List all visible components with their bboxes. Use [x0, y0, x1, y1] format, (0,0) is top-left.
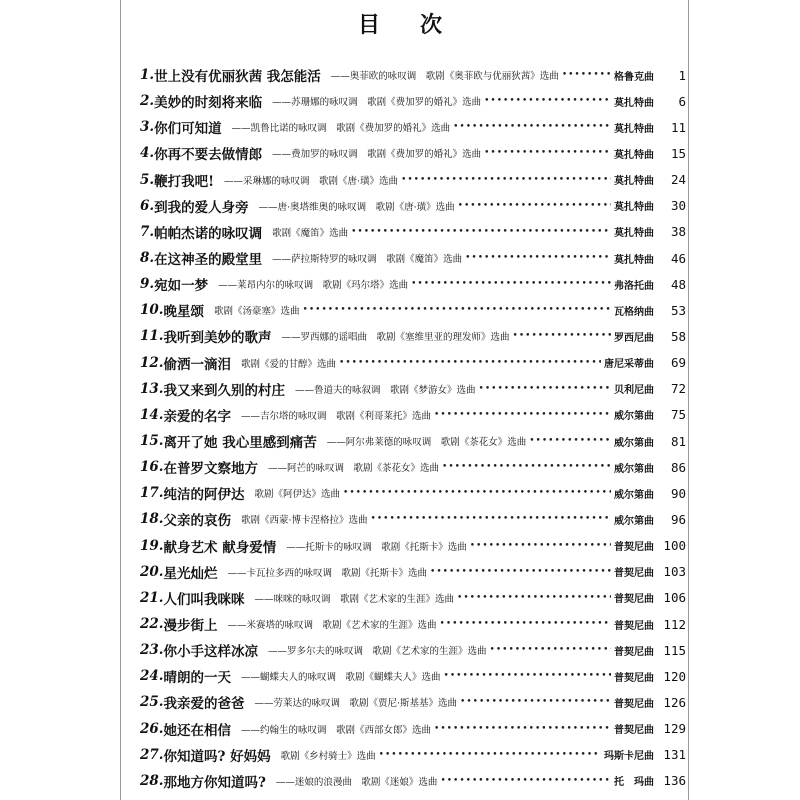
- page-number: 30: [670, 198, 686, 214]
- composer-name: 普契尼曲: [614, 620, 654, 632]
- dot-leader: [411, 279, 611, 289]
- song-title: 晚星颂: [163, 304, 204, 321]
- song-description: ——费加罗的咏叹调 歌剧《费加罗的婚礼》选曲: [272, 149, 482, 161]
- page-number: 90: [670, 485, 686, 501]
- song-title: 星光灿烂: [163, 565, 218, 582]
- song-title: 你知道吗? 好妈妈: [163, 748, 271, 765]
- composer-name: 唐尼采蒂曲: [604, 359, 654, 371]
- song-description: ——迷娘的浪漫曲 歌剧《迷娘》选曲: [275, 776, 438, 788]
- dot-leader: [371, 514, 611, 524]
- dot-leader: [490, 645, 611, 655]
- page-number: 100: [663, 538, 686, 554]
- toc-entry: [140, 88, 686, 114]
- composer-name: 普契尼曲: [614, 542, 654, 554]
- song-description: ——米赛塔的咏叹调 歌剧《艺术家的生涯》选曲: [227, 620, 437, 632]
- song-title: 帕帕杰诺的咏叹调: [154, 225, 263, 242]
- entry-number: 7.: [140, 223, 155, 240]
- song-title: 在这神圣的殿堂里: [154, 252, 263, 269]
- dot-leader: [434, 410, 611, 420]
- song-title: 我亲爱的爸爸: [163, 696, 245, 713]
- dot-leader: [529, 436, 611, 446]
- entry-number: 6.: [140, 197, 155, 214]
- composer-name: 莫扎特曲: [614, 123, 654, 135]
- song-title: 离开了她 我心里感到痛苦: [163, 435, 317, 452]
- dot-leader: [458, 201, 611, 211]
- page-number: 96: [670, 511, 686, 527]
- entry-number: 1.: [140, 67, 155, 84]
- song-description: 歌剧《西蒙·博卡涅格拉》选曲: [241, 515, 368, 527]
- composer-name: 威尔第曲: [614, 515, 654, 527]
- dot-leader: [453, 122, 611, 132]
- entry-number: 25.: [140, 694, 164, 711]
- entry-number: 8.: [140, 250, 155, 267]
- song-description: ——阿尔弗莱德的咏叹调 歌剧《茶花女》选曲: [326, 437, 527, 449]
- song-title: 亲爱的名字: [163, 408, 231, 425]
- song-description: ——莱昂内尔的咏叹调 歌剧《玛尔塔》选曲: [218, 280, 409, 292]
- entry-number: 12.: [140, 354, 164, 371]
- entry-number: 13.: [140, 380, 164, 397]
- composer-name: 贝利尼曲: [614, 385, 654, 397]
- table-of-contents: [140, 62, 686, 794]
- page-number: 126: [663, 694, 686, 710]
- page-number: 15: [670, 145, 686, 161]
- composer-name: 瓦格纳曲: [614, 306, 654, 318]
- composer-name: 威尔第曲: [614, 463, 654, 475]
- song-title: 那地方你知道吗?: [163, 774, 266, 791]
- dot-leader: [484, 148, 611, 158]
- dot-leader: [460, 697, 611, 707]
- entry-number: 14.: [140, 406, 164, 423]
- page-number: 69: [670, 355, 686, 371]
- dot-leader: [401, 175, 611, 185]
- entry-number: 21.: [140, 589, 164, 606]
- composer-name: 莫扎特曲: [614, 176, 654, 188]
- page-number: 103: [663, 564, 686, 580]
- toc-entry: [140, 140, 686, 166]
- song-description: 歌剧《阿伊达》选曲: [254, 489, 341, 501]
- dot-leader: [434, 724, 611, 734]
- composer-name: 威尔第曲: [614, 437, 654, 449]
- song-title: 世上没有优丽狄茜 我怎能活: [154, 69, 321, 86]
- entry-number: 5.: [140, 171, 155, 188]
- toc-entry: [140, 637, 686, 663]
- song-title: 纯洁的阿伊达: [163, 487, 245, 504]
- entry-number: 28.: [140, 772, 164, 789]
- song-title: 美妙的时刻将来临: [154, 95, 263, 112]
- song-title: 到我的爱人身旁: [154, 199, 249, 216]
- song-title: 献身艺术 献身爱情: [163, 539, 277, 556]
- toc-entry: [140, 402, 686, 428]
- toc-entry: [140, 689, 686, 715]
- entry-number: 19.: [140, 537, 164, 554]
- page-number: 86: [670, 459, 686, 475]
- composer-name: 普契尼曲: [614, 594, 654, 606]
- page-number: 48: [670, 276, 686, 292]
- dot-leader: [470, 541, 611, 551]
- toc-entry: [140, 323, 686, 349]
- toc-entry: [140, 559, 686, 585]
- song-title: 你小手这样冰凉: [163, 644, 258, 661]
- entry-number: 27.: [140, 746, 164, 763]
- page-number: 53: [670, 302, 686, 318]
- composer-name: 莫扎特曲: [614, 228, 654, 240]
- dot-leader: [430, 567, 611, 577]
- toc-entry: [140, 716, 686, 742]
- entry-number: 3.: [140, 119, 155, 136]
- song-description: ——约翰生的咏叹调 歌剧《西部女郎》选曲: [241, 724, 432, 736]
- song-description: ——罗多尔夫的咏叹调 歌剧《艺术家的生涯》选曲: [268, 646, 487, 658]
- toc-entry: [140, 506, 686, 532]
- toc-entry: [140, 271, 686, 297]
- toc-entry: [140, 663, 686, 689]
- song-description: ——阿芒的咏叹调 歌剧《茶花女》选曲: [268, 463, 440, 475]
- page-number: 75: [670, 407, 686, 423]
- toc-entry: [140, 219, 686, 245]
- toc-entry: [140, 428, 686, 454]
- toc-entry: [140, 742, 686, 768]
- song-description: ——凯鲁比诺的咏叹调 歌剧《费加罗的婚礼》选曲: [231, 123, 451, 135]
- composer-name: 威尔第曲: [614, 489, 654, 501]
- page-number: 81: [670, 433, 686, 449]
- song-description: ——奥菲欧的咏叹调 歌剧《奥菲欧与优丽狄茜》选曲: [330, 71, 559, 83]
- song-description: ——托斯卡的咏叹调 歌剧《托斯卡》选曲: [286, 541, 467, 553]
- composer-name: 格鲁克曲: [614, 71, 654, 83]
- song-description: ——萨拉斯特罗的咏叹调 歌剧《魔笛》选曲: [272, 254, 463, 266]
- song-description: ——劳莱达的咏叹调 歌剧《贾尼·斯基基》选曲: [254, 698, 458, 710]
- dot-leader: [479, 384, 611, 394]
- dot-leader: [442, 462, 611, 472]
- page-number: 112: [663, 616, 686, 632]
- entry-number: 26.: [140, 720, 164, 737]
- toc-entry: [140, 62, 686, 88]
- song-description: ——卡瓦拉多西的咏叹调 歌剧《托斯卡》选曲: [227, 567, 428, 579]
- dot-leader: [465, 253, 611, 263]
- toc-entry: [140, 167, 686, 193]
- song-description: ——咪咪的咏叹调 歌剧《艺术家的生涯》选曲: [254, 593, 455, 605]
- page-number: 72: [670, 381, 686, 397]
- song-title: 漫步街上: [163, 618, 218, 635]
- toc-entry: [140, 585, 686, 611]
- page-binding-line-right: [688, 0, 689, 800]
- entry-number: 23.: [140, 642, 164, 659]
- song-description: ——唐·奥塔维奥的咏叹调 歌剧《唐·璜》选曲: [258, 201, 455, 213]
- entry-number: 2.: [140, 93, 155, 110]
- dot-leader: [444, 671, 611, 681]
- page-binding-line-left: [120, 0, 121, 800]
- page-number: 38: [670, 224, 686, 240]
- entry-number: 9.: [140, 276, 155, 293]
- song-title: 在普罗文察地方: [163, 461, 258, 478]
- toc-entry: [140, 193, 686, 219]
- toc-entry: [140, 114, 686, 140]
- song-description: ——苏珊娜的咏叹调 歌剧《费加罗的婚礼》选曲: [272, 97, 482, 109]
- entry-number: 17.: [140, 485, 164, 502]
- entry-number: 20.: [140, 563, 164, 580]
- page-number: 46: [670, 250, 686, 266]
- dot-leader: [343, 488, 611, 498]
- page-number: 58: [670, 328, 686, 344]
- composer-name: 弗洛托曲: [614, 280, 654, 292]
- page-number: 11: [670, 119, 686, 135]
- song-description: 歌剧《魔笛》选曲: [272, 227, 349, 239]
- song-title: 晴朗的一天: [163, 670, 231, 687]
- composer-name: 托 玛曲: [614, 777, 654, 789]
- song-description: ——罗西娜的谣唱曲 歌剧《塞维里亚的理发师》选曲: [281, 332, 510, 344]
- page-number: 1: [678, 67, 686, 83]
- entry-number: 16.: [140, 459, 164, 476]
- toc-entry: [140, 297, 686, 323]
- composer-name: 莫扎特曲: [614, 149, 654, 161]
- toc-entry: [140, 245, 686, 271]
- dot-leader: [440, 619, 611, 629]
- entry-number: 10.: [140, 302, 164, 319]
- entry-number: 15.: [140, 433, 164, 450]
- toc-entry: [140, 768, 686, 794]
- dot-leader: [457, 593, 611, 603]
- song-description: ——吉尔塔的咏叹调 歌剧《利哥莱托》选曲: [241, 410, 432, 422]
- page-number: 106: [663, 590, 686, 606]
- entry-number: 4.: [140, 145, 155, 162]
- song-description: ——采琳娜的咏叹调 歌剧《唐·璜》选曲: [224, 175, 399, 187]
- song-title: 宛如一梦: [154, 278, 209, 295]
- composer-name: 普契尼曲: [614, 646, 654, 658]
- song-title: 我又来到久别的村庄: [163, 382, 285, 399]
- page-number: 24: [670, 172, 686, 188]
- song-description: 歌剧《爱的甘醇》选曲: [241, 358, 337, 370]
- composer-name: 普契尼曲: [614, 698, 654, 710]
- toc-entry: [140, 533, 686, 559]
- page-number: 6: [678, 93, 686, 109]
- song-title: 她还在相信: [163, 722, 231, 739]
- toc-entry: [140, 480, 686, 506]
- song-description: ——蝴蝶夫人的咏叹调 歌剧《蝴蝶夫人》选曲: [241, 672, 441, 684]
- entry-number: 11.: [140, 328, 164, 345]
- dot-leader: [513, 331, 611, 341]
- song-description: 歌剧《汤豪塞》选曲: [214, 306, 300, 318]
- dot-leader: [484, 96, 611, 106]
- dot-leader: [562, 70, 611, 80]
- dot-leader: [351, 227, 611, 237]
- page-number: 129: [663, 721, 686, 737]
- toc-entry: [140, 611, 686, 637]
- page-number: 120: [663, 668, 686, 684]
- composer-name: 普契尼曲: [614, 672, 654, 684]
- song-title: 你再不要去做情郎: [154, 147, 263, 164]
- entry-number: 18.: [140, 511, 164, 528]
- dot-leader: [379, 750, 601, 760]
- toc-entry: [140, 376, 686, 402]
- composer-name: 普契尼曲: [614, 568, 654, 580]
- composer-name: 罗西尼曲: [614, 332, 654, 344]
- song-title: 你们可知道: [154, 121, 222, 138]
- page-title: 目次: [357, 12, 482, 38]
- composer-name: 莫扎特曲: [614, 254, 654, 266]
- page-number: 115: [663, 642, 686, 658]
- entry-number: 22.: [140, 616, 164, 633]
- page-number: 136: [663, 773, 686, 789]
- composer-name: 莫扎特曲: [614, 202, 654, 214]
- song-title: 人们叫我咪咪: [163, 591, 245, 608]
- entry-number: 24.: [140, 668, 164, 685]
- song-title: 偷洒一滴泪: [163, 356, 231, 373]
- song-title: 我听到美妙的歌声: [163, 330, 272, 347]
- dot-leader: [339, 358, 601, 368]
- dot-leader: [303, 305, 611, 315]
- song-title: 鞭打我吧!: [154, 173, 215, 190]
- composer-name: 普契尼曲: [614, 725, 654, 737]
- composer-name: 莫扎特曲: [614, 97, 654, 109]
- song-description: 歌剧《乡村骑士》选曲: [280, 750, 376, 762]
- composer-name: 玛斯卡尼曲: [604, 751, 654, 763]
- song-title: 父亲的哀伤: [163, 513, 231, 530]
- toc-entry: [140, 350, 686, 376]
- composer-name: 威尔第曲: [614, 411, 654, 423]
- toc-entry: [140, 454, 686, 480]
- song-description: ——鲁道夫的咏叙调 歌剧《梦游女》选曲: [295, 384, 476, 396]
- dot-leader: [440, 776, 611, 786]
- page-number: 131: [663, 747, 686, 763]
